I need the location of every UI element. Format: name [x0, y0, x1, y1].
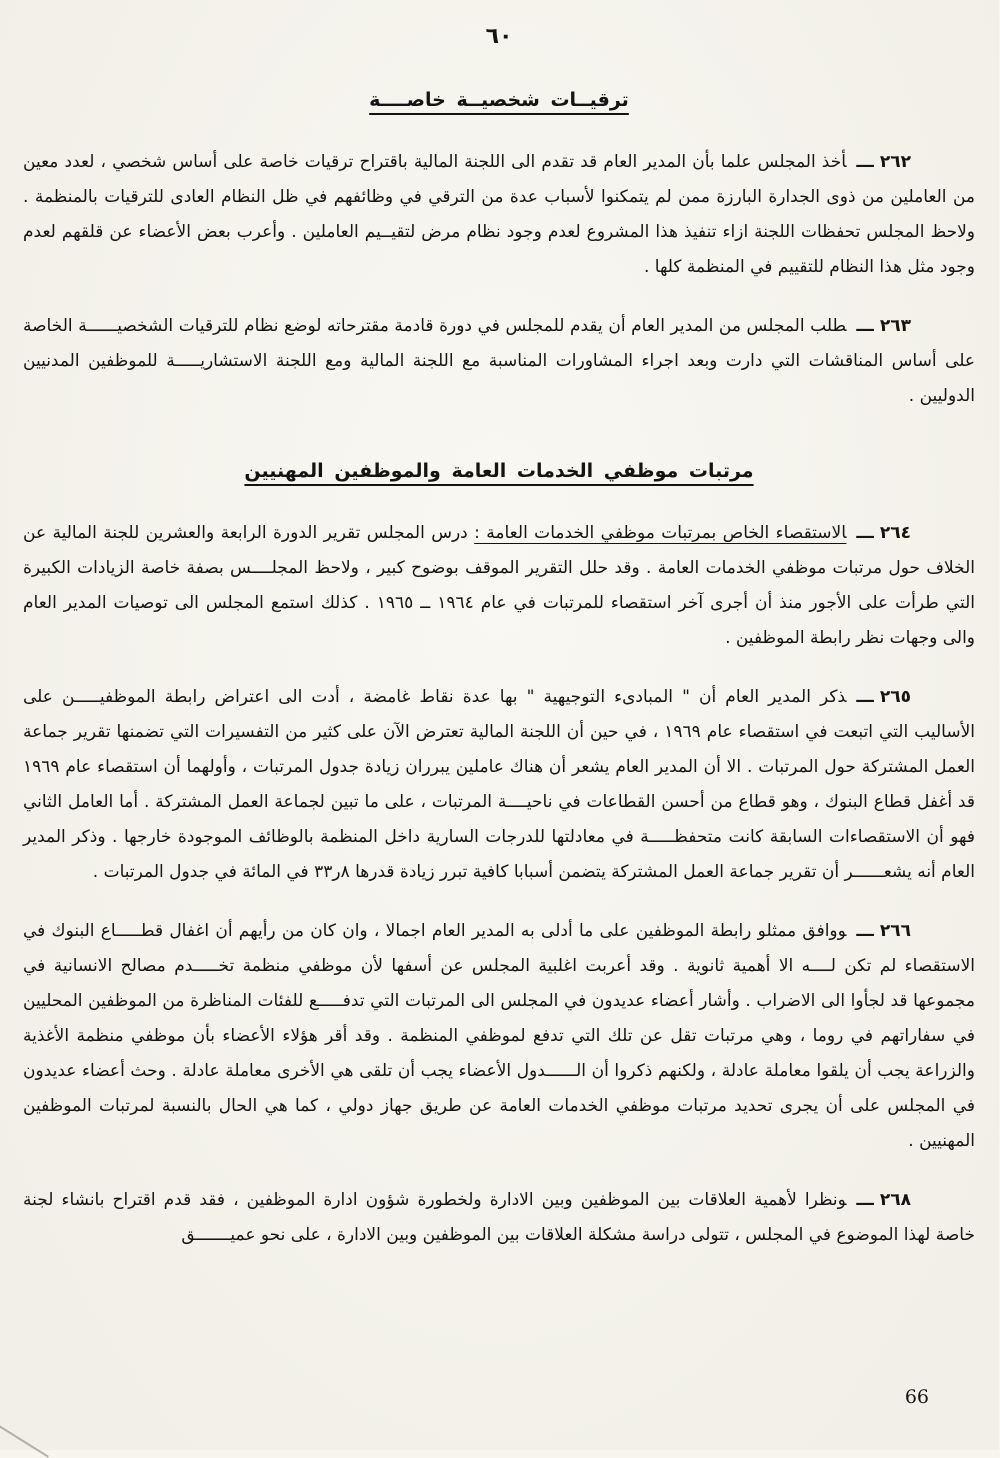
section-heading-promotions: ترقيــات شخصيــة خاصــــة [370, 89, 630, 111]
paragraph-262 [24, 145, 976, 285]
section-heading-salaries: مرتبات موظفي الخدمات العامة والموظفين المهنيين [245, 460, 755, 482]
paragraph-number: ٢٦٥ [880, 687, 912, 707]
paragraph-dash: ـــ [857, 523, 875, 543]
bottom-page-number: 66 [905, 1386, 930, 1408]
paragraph-text: طلب المجلس من المدير العام أن يقدم للمجلس في دورة قادمة مقترحاته لوضع نظام للترقيات الشخصيــــــة الخاصة على أساس المناقشات التي دارت وبعد اجراء المشاورات المناسبة مع اللجنة المالية ومع اللجنة الاستشاريـــــة للموظفين المدنيين الدوليين . [24, 316, 976, 406]
paragraph-dash: ـــ [857, 921, 875, 941]
paragraph-dash: ـــ [857, 1190, 875, 1210]
paragraph-dash: ـــ [857, 316, 875, 336]
paragraph-number: ٢٦٢ [880, 152, 912, 172]
paragraph-lead-underlined: الاستقصاء الخاص بمرتبات موظفي الخدمات العامة : [475, 523, 848, 543]
paragraph-dash: ـــ [857, 687, 875, 707]
paragraph-text: أخذ المجلس علما بأن المدير العام قد تقدم الى اللجنة المالية باقتراح ترقيات خاصة على أساس شخصي ، لعدد معين من العاملين من ذوى الجدارة البارزة ممن لم يتمكنوا لأسباب عدة من الترقي في وظائفهم في ظل النظام العادى للترقيات بالمنظمة . ولاحظ المجلس تحفظات اللجنة ازاء تنفيذ هذا المشروع لعدم وجود نظام مرض لتقيــيم العاملين . وأعرب بعض الأعضاء عن قلقهم لعدم وجود مثل هذا النظام للتقييم في المنظمة كلها . [24, 152, 976, 277]
paragraph-text: ونظرا لأهمية العلاقات بين الموظفين وبين الادارة ولخطورة شؤون ادارة الموظفين ، فقد قدم اقتراح بانشاء لجنة خاصة لهذا الموضوع في المجلس ، تتولى دراسة مشكلة العلاقات بين الموظفين وبين الادارة ، على نحو عميـــــــق [24, 1190, 976, 1245]
paragraph-266 [24, 914, 976, 1159]
scan-artifact-line [0, 1424, 50, 1457]
paragraph-265 [24, 680, 976, 890]
paragraph-text: ذكر المدير العام أن " المبادىء التوجيهية " بها عدة نقاط غامضة ، أدت الى اعتراض رابطة الموظفيـــــن على الأساليب التي اتبعت في استقصاء عام ١٩٦٩ ، في حين أن اللجنة المالية تعترض الآن على كثير من التفسيرات التي تضمنها تقرير جماعة العمل المشتركة حول المرتبات . الا أن المدير العام يشعر أن هناك عاملين يبرران زيادة جدول المرتبات ، وأولهما أن استقصاء عام ١٩٦٩ قد أغفل قطاع البنوك ، وهو قطاع من أحسن القطاعات في ناحيــــة المرتبات ، على ما تبين لجماعة العمل المشتركة . أما العامل الثاني فهو أن الاستقصاءات السابقة كانت متحفظـــــة في معادلتها للدرجات السارية داخل المنظمة بالوظائف الموجودة خارجها . وذكر المدير العام أنه يشعــــــر أن تقرير جماعة العمل المشتركة يتضمن أسبابا كافية تبرر زيادة قدرها ٨ر٣٣ في المائة في جدول المرتبات . [24, 687, 976, 882]
paragraph-263 [24, 309, 976, 414]
paragraph-number: ٢٦٤ [880, 523, 912, 543]
paragraph-text: درس المجلس تقرير الدورة الرابعة والعشرين للجنة المالية عن الخلاف حول مرتبات موظفي الخدمات العامة . وقد حلل التقرير الموقف بوضوح كبير ، ولاحظ المجلــــس بصفة خاصة الزيادات الكبيرة التي طرأت على الأجور منذ أن أجرى آخر استقصاء للمرتبات في عام ١٩٦٤ ــ ١٩٦٥ . كذلك استمع المجلس الى توصيات المدير العام والى وجهات نظر رابطة الموظفين . [24, 523, 976, 648]
paragraph-number: ٢٦٨ [880, 1190, 912, 1210]
paragraph-dash: ـــ [857, 152, 875, 172]
paragraph-text: ووافق ممثلو رابطة الموظفين على ما أدلى به المدير العام اجمالا ، وان كان من رأيهم أن اغفال قطـــــاع البنوك في الاستقصاء لم تكن لــــه الا أهمية ثانوية . وقد أعربت اغلبية المجلس عن أسفها لأن موظفي منظمة تخـــــدم مصالح الانسانية في مجموعها قد لجأوا الى الاضراب . وأشار أعضاء عديدون في المجلس الى المرتبات التي تدفـــــع للفئات المناظرة من الموظفين المحليين في سفاراتهم في روما ، وهي مرتبات تقل عن تلك التي تدفع لموظفي المنظمة . وقد أقر هؤلاء الأعضاء بأن موظفي منظمة الأغذية والزراعة يجب أن يلقوا معاملة عادلة ، ولكنهم ذكروا أن الــــــدول الأعضاء يجب أن تلقى هي الأخرى معاملة عادلة . وحث أعضاء عديدون في المجلس على أن يجرى تحديد مرتبات موظفي الخدمات العامة عن طريق جهاز دولي ، كما هي الحال بالنسبة لمرتبات الموظفين المهنيين . [24, 921, 976, 1151]
paragraph-268 [24, 1183, 976, 1253]
paragraph-264 [24, 516, 976, 656]
paragraph-number: ٢٦٣ [880, 316, 912, 336]
paragraph-number: ٢٦٦ [880, 921, 912, 941]
top-page-number: ٦٠ [486, 24, 514, 49]
